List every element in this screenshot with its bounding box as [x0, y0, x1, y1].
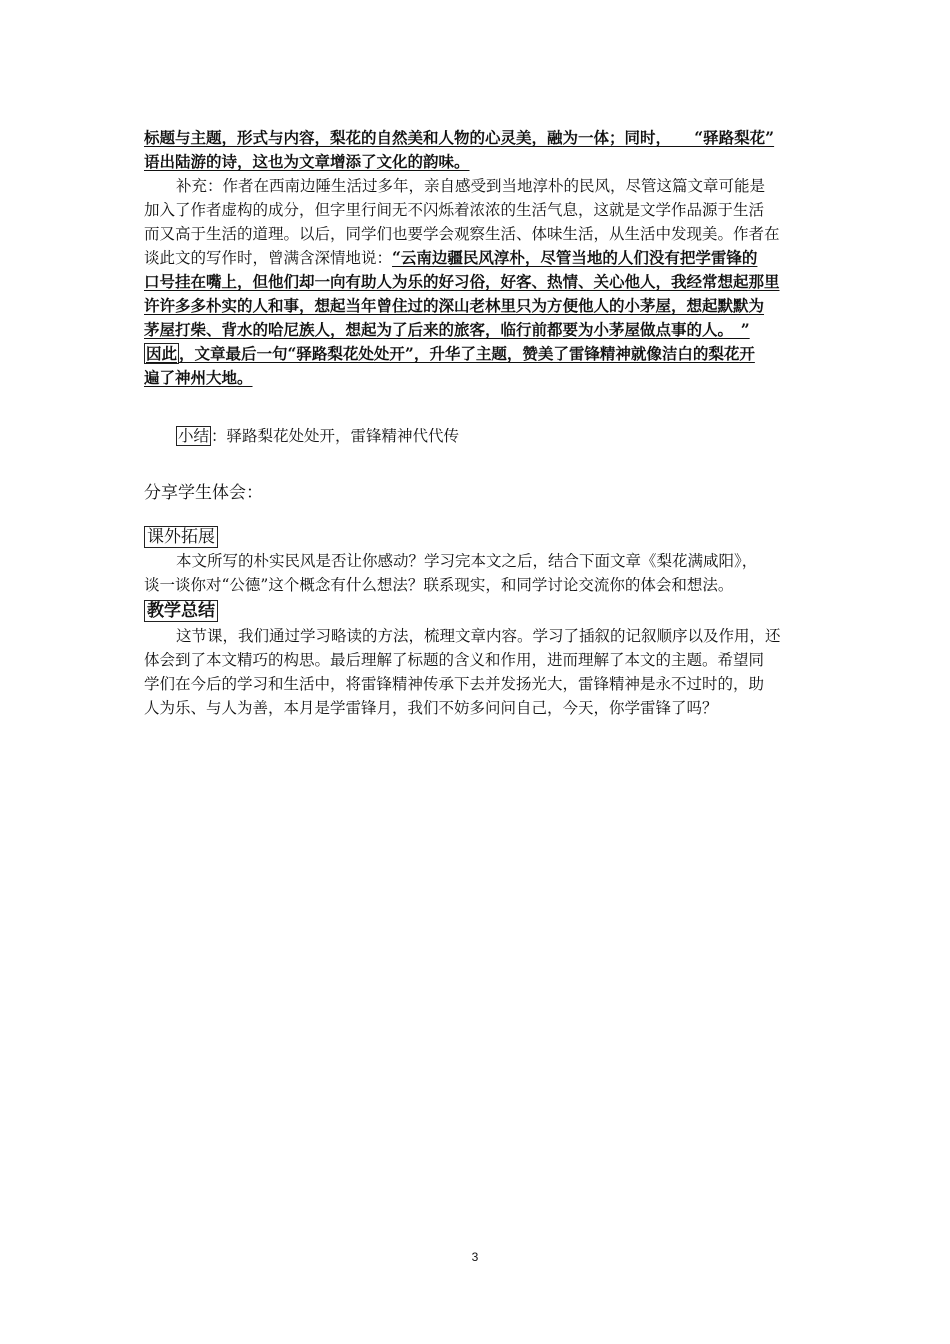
- paragraph-line: 谈一谈你对“公德”这个概念有什么想法？联系现实，和同学讨论交流你的体会和想法。: [144, 576, 734, 594]
- paragraph-line: 加入了作者虚构的成分，但字里行间无不闪烁着浓浓的生活气息，这就是文学作品源于生活: [144, 201, 765, 219]
- paragraph-line: 标题与主题，形式与内容，梨花的自然美和人物的心灵美，融为一体；同时， “驿路梨花”: [144, 128, 775, 147]
- extension-heading: 课外拓展: [144, 526, 218, 548]
- conclusion-text: ，文章最后一句“驿路梨花处处开”，升华了主题，赞美了雷锋精神就像洁白的梨花开: [179, 344, 755, 363]
- author-quote-line: 口号挂在嘴上，但他们却一向有助人为乐的好习俗，好客、热情、关心他人，我经常想起那里: [144, 272, 780, 291]
- page-number: 3: [471, 1250, 479, 1264]
- paragraph-line: [144, 246, 808, 270]
- paragraph-line: 而又高于生活的道理。以后，同学们也要学会观察生活、体味生活，从生活中发现美。作者在: [144, 225, 780, 243]
- supplement-paragraph: [144, 174, 808, 390]
- teaching-summary-paragraph: [144, 624, 808, 720]
- paragraph-line: [144, 342, 808, 366]
- paragraph-line: 学们在今后的学习和生活中，将雷锋精神传承下去并发扬光大，雷锋精神是永不过时的，助: [144, 675, 765, 693]
- title-theme-paragraph: [144, 126, 808, 174]
- paragraph-line: 体会到了本文精巧的构思。最后理解了标题的含义和作用，进而理解了本文的主题。希望同: [144, 651, 765, 669]
- author-quote-line: 茅屋打柴、背水的哈尼族人，想起为了后来的旅客，临行前都要为小茅屋做点事的人。 ”: [144, 320, 750, 339]
- author-quote-start: “云南边疆民风淳朴，尽管当地的人们没有把学雷锋的: [392, 248, 758, 267]
- paragraph-line: 补充：作者在西南边陲生活过多年，亲自感受到当地淳朴的民风，尽管这篇文章可能是: [176, 177, 766, 195]
- author-quote-line: 许许多多朴实的人和事，想起当年曾住过的深山老林里只为方便他人的小茅屋，想起默默为: [144, 296, 765, 315]
- paragraph-line: 语出陆游的诗，这也为文章增添了文化的韵味。: [144, 152, 470, 171]
- teaching-summary-heading: 教学总结: [144, 600, 218, 622]
- summary-label: 小结: [178, 427, 210, 445]
- supplement-intro-text: 谈此文的写作时，曾满含深情地说：: [144, 249, 393, 267]
- paragraph-line: 遍了神州大地。: [144, 368, 253, 387]
- therefore-boxed-word: 因此: [146, 344, 178, 363]
- paragraph-line: 人为乐、与人为善，本月是学雷锋月，我们不妨多问问自己，今天，你学雷锋了吗？: [144, 699, 718, 717]
- paragraph-line: 本文所写的朴实民风是否让你感动？学习完本文之后，结合下面文章《梨花满咸阳》，: [176, 552, 758, 570]
- extension-paragraph: [144, 549, 808, 597]
- summary-text: ：驿路梨花处处开，雷锋精神代代传: [211, 427, 460, 445]
- paragraph-line: 这节课，我们通过学习略读的方法，梳理文章内容。学习了插叙的记叙顺序以及作用，还: [176, 627, 781, 645]
- share-heading: 分享学生体会：: [144, 483, 263, 503]
- summary-line: [144, 424, 808, 448]
- summary-row: [144, 424, 808, 448]
